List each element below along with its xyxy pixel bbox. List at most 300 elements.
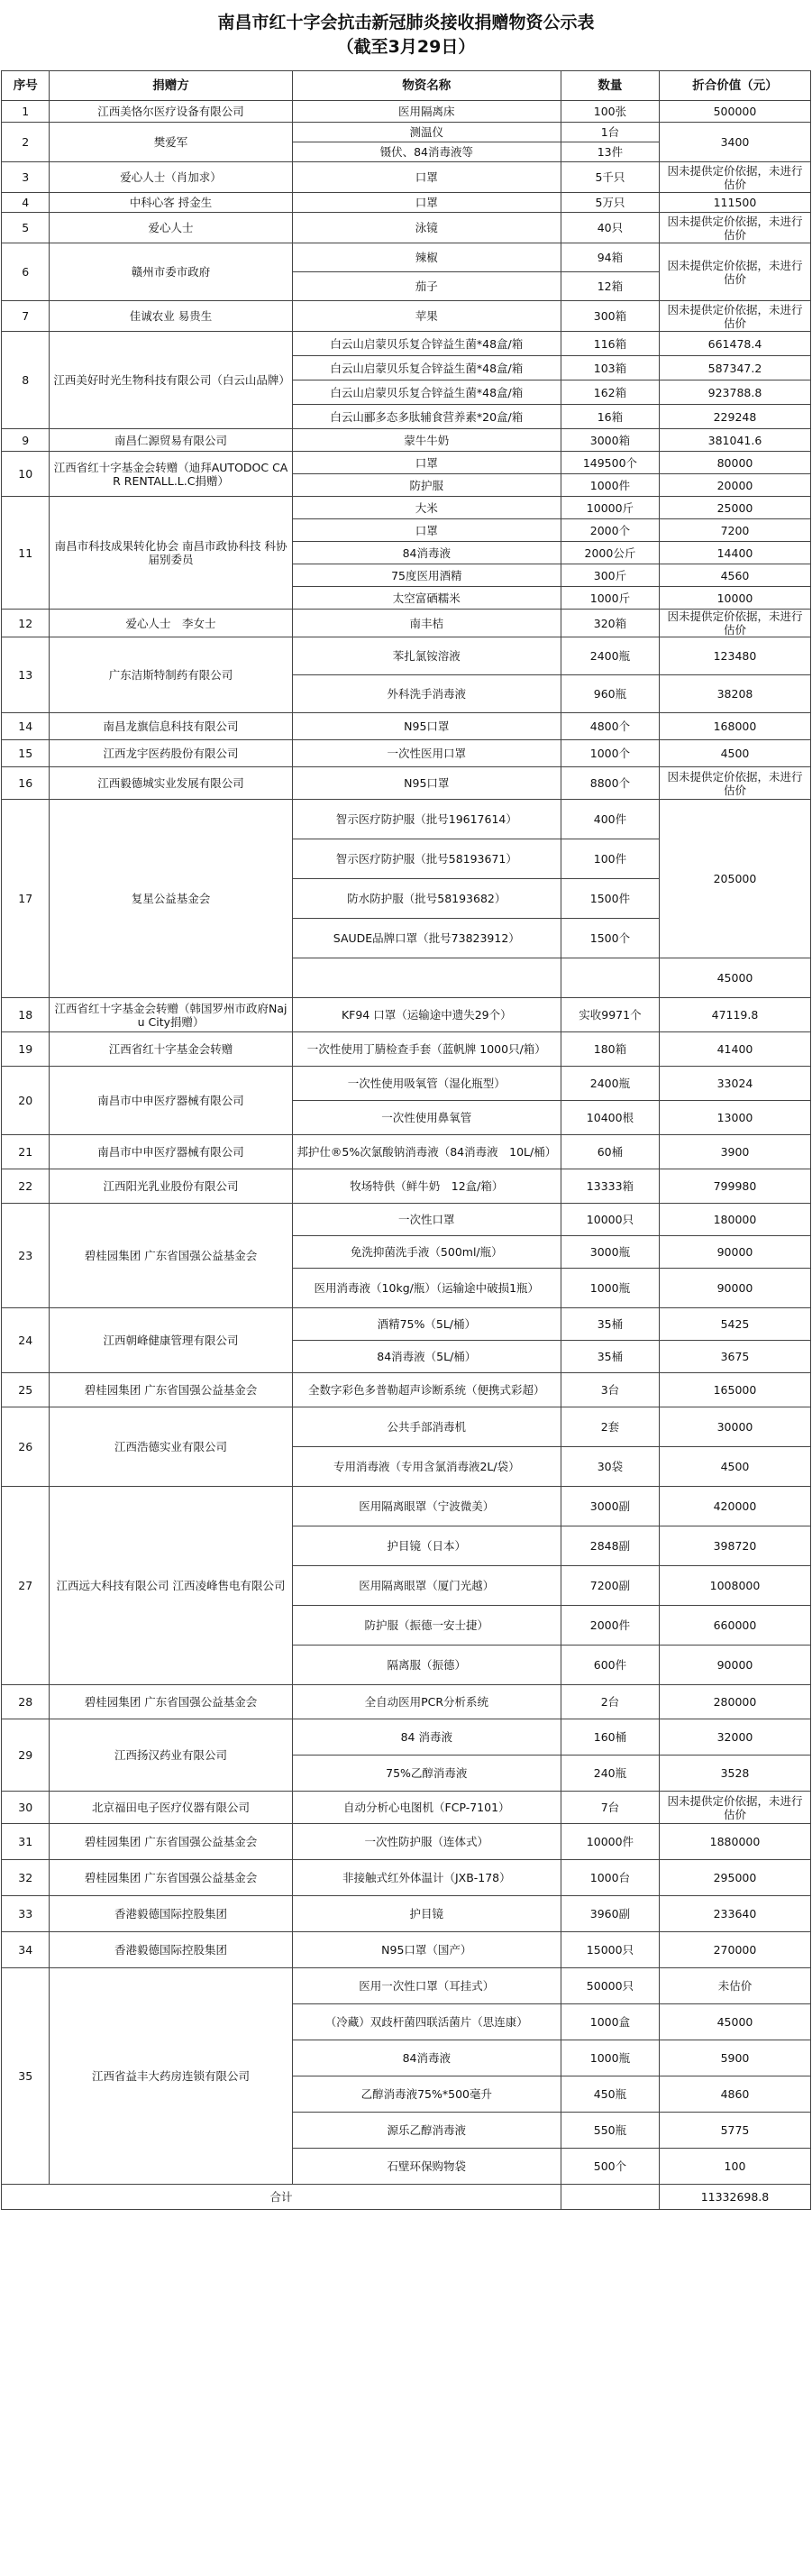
item-quantity: 5万只 (561, 193, 659, 213)
item-quantity (561, 958, 659, 998)
table-row (2, 213, 811, 243)
item-value: 90000 (659, 1646, 810, 1685)
item-value: 45000 (659, 2004, 810, 2040)
table-row (2, 1932, 811, 1968)
item-value: 398720 (659, 1526, 810, 1566)
item-quantity: 2000个 (561, 519, 659, 542)
item-name: 防护服 (292, 474, 561, 497)
table-row (2, 637, 811, 675)
item-quantity: 1000瓶 (561, 2040, 659, 2076)
item-name: 全数字彩色多普勒超声诊断系统（便携式彩超） (292, 1373, 561, 1407)
item-name: 源乐乙醇消毒液 (292, 2113, 561, 2149)
row-number: 6 (2, 243, 50, 301)
table-row (2, 497, 811, 519)
item-quantity: 1500个 (561, 919, 659, 958)
item-name: 测温仪 (292, 123, 561, 142)
item-name: SAUDE品牌口罩（批号73823912） (292, 919, 561, 958)
donor-name: 江西省红十字基金会转赠 (50, 1032, 292, 1067)
table-row (2, 1135, 811, 1169)
item-value: 165000 (659, 1373, 810, 1407)
item-name: 84消毒液 (292, 2040, 561, 2076)
donor-name: 赣州市委市政府 (50, 243, 292, 301)
donation-table (1, 70, 811, 2210)
table-row (2, 1032, 811, 1067)
item-name: 白云山启蒙贝乐复合锌益生菌*48盒/箱 (292, 356, 561, 380)
item-quantity: 4800个 (561, 713, 659, 740)
item-name: 75度医用酒精 (292, 564, 561, 587)
item-value: 660000 (659, 1606, 810, 1646)
item-quantity: 180箱 (561, 1032, 659, 1067)
item-name: 白云山郦多态多肽辅食营养素*20盒/箱 (292, 405, 561, 429)
row-number: 23 (2, 1204, 50, 1308)
item-name: 石壁环保购物袋 (292, 2149, 561, 2185)
item-name: 免洗抑菌洗手液（500ml/瓶） (292, 1236, 561, 1269)
item-name: 自动分析心电图机（FCP-7101） (292, 1792, 561, 1824)
total-row (2, 2185, 811, 2210)
table-row (2, 1067, 811, 1101)
item-quantity: 300箱 (561, 301, 659, 332)
item-value: 3675 (659, 1341, 810, 1373)
title-line-2: （截至3月29日） (336, 37, 476, 57)
item-value: 5775 (659, 2113, 810, 2149)
item-quantity: 2848副 (561, 1526, 659, 1566)
donor-name: 江西美好时光生物科技有限公司（白云山品牌） (50, 332, 292, 429)
item-name: 一次性口罩 (292, 1204, 561, 1236)
table-row (2, 162, 811, 193)
item-quantity: 550瓶 (561, 2113, 659, 2149)
row-number: 28 (2, 1685, 50, 1719)
item-value: 10000 (659, 587, 810, 610)
row-number: 4 (2, 193, 50, 213)
donor-name: 广东洁斯特制药有限公司 (50, 637, 292, 713)
item-name: 防水防护服（批号58193682） (292, 879, 561, 919)
donor-name: 香港毅德国际控股集团 (50, 1932, 292, 1968)
row-number: 12 (2, 610, 50, 637)
item-value: 32000 (659, 1719, 810, 1756)
item-value: 41400 (659, 1032, 810, 1067)
item-quantity: 7台 (561, 1792, 659, 1824)
table-row (2, 452, 811, 474)
table-header-row (2, 71, 811, 101)
header-value: 折合价值（元） (659, 71, 810, 101)
total-value: 11332698.8 (659, 2185, 810, 2210)
row-number: 32 (2, 1860, 50, 1896)
donor-name: 碧桂园集团 广东省国强公益基金会 (50, 1204, 292, 1308)
item-quantity: 960瓶 (561, 675, 659, 713)
item-quantity: 12箱 (561, 272, 659, 301)
row-number: 9 (2, 429, 50, 452)
row-number: 31 (2, 1824, 50, 1860)
item-name: 白云山启蒙贝乐复合锌益生菌*48盒/箱 (292, 380, 561, 405)
item-name: 医用隔离眼罩（厦门光越） (292, 1566, 561, 1606)
table-row (2, 243, 811, 272)
item-name: 医用隔离床 (292, 101, 561, 123)
item-quantity: 100件 (561, 839, 659, 879)
item-name: 大米 (292, 497, 561, 519)
item-quantity: 2台 (561, 1685, 659, 1719)
item-value: 4860 (659, 2076, 810, 2113)
item-name: 外科洗手消毒液 (292, 675, 561, 713)
row-number: 1 (2, 101, 50, 123)
item-quantity: 1000台 (561, 1860, 659, 1896)
item-name: N95口罩 (292, 713, 561, 740)
row-number: 11 (2, 497, 50, 610)
item-quantity: 10000件 (561, 1824, 659, 1860)
item-value: 4500 (659, 1447, 810, 1487)
table-row (2, 1407, 811, 1447)
donor-name: 南昌市科技成果转化协会 南昌市政协科技 科协届别委员 (50, 497, 292, 610)
item-value: 1880000 (659, 1824, 810, 1860)
table-row (2, 1968, 811, 2004)
item-value: 799980 (659, 1169, 810, 1204)
item-name: 一次性医用口罩 (292, 740, 561, 767)
item-value: 661478.4 (659, 332, 810, 356)
row-number: 24 (2, 1308, 50, 1373)
item-quantity: 3000瓶 (561, 1236, 659, 1269)
item-value: 33024 (659, 1067, 810, 1101)
item-quantity: 13件 (561, 142, 659, 162)
item-quantity: 1000件 (561, 474, 659, 497)
item-value: 123480 (659, 637, 810, 675)
donor-name: 南昌市中申医疗器械有限公司 (50, 1067, 292, 1135)
item-name (292, 958, 561, 998)
item-value: 381041.6 (659, 429, 810, 452)
table-row (2, 193, 811, 213)
donor-name: 樊爱军 (50, 123, 292, 162)
item-quantity: 13333箱 (561, 1169, 659, 1204)
donor-name: 碧桂园集团 广东省国强公益基金会 (50, 1373, 292, 1407)
row-number: 21 (2, 1135, 50, 1169)
item-value: 4500 (659, 740, 810, 767)
donor-name: 江西远大科技有限公司 江西凌峰售电有限公司 (50, 1487, 292, 1685)
item-value: 587347.2 (659, 356, 810, 380)
item-value: 47119.8 (659, 998, 810, 1032)
item-quantity: 35桶 (561, 1308, 659, 1341)
table-row (2, 740, 811, 767)
item-quantity: 1000个 (561, 740, 659, 767)
item-name: KF94 口罩（运输途中遗失29个） (292, 998, 561, 1032)
item-quantity: 15000只 (561, 1932, 659, 1968)
item-quantity: 10000只 (561, 1204, 659, 1236)
item-name: 口罩 (292, 452, 561, 474)
item-quantity: 400件 (561, 800, 659, 839)
item-value: 45000 (659, 958, 810, 998)
table-row (2, 610, 811, 637)
row-number: 29 (2, 1719, 50, 1792)
item-name: 口罩 (292, 519, 561, 542)
page-title (0, 0, 812, 70)
donor-name: 南昌龙旗信息科技有限公司 (50, 713, 292, 740)
item-value: 因未提供定价依据，未进行估价 (659, 1792, 810, 1824)
row-number: 30 (2, 1792, 50, 1824)
item-name: 茄子 (292, 272, 561, 301)
item-value: 14400 (659, 542, 810, 564)
table-row (2, 1169, 811, 1204)
item-quantity: 50000只 (561, 1968, 659, 2004)
table-row (2, 1896, 811, 1932)
row-number: 10 (2, 452, 50, 497)
item-quantity: 2000公斤 (561, 542, 659, 564)
total-label: 合计 (2, 2185, 561, 2210)
item-quantity: 16箱 (561, 405, 659, 429)
item-value: 295000 (659, 1860, 810, 1896)
item-name: 防护服（振德一安士捷） (292, 1606, 561, 1646)
table-row (2, 1860, 811, 1896)
row-number: 5 (2, 213, 50, 243)
table-row (2, 332, 811, 356)
donor-name: 碧桂园集团 广东省国强公益基金会 (50, 1860, 292, 1896)
item-name: 隔离服（振德） (292, 1646, 561, 1685)
item-value: 90000 (659, 1269, 810, 1308)
item-value: 未估价 (659, 1968, 810, 2004)
item-value: 4560 (659, 564, 810, 587)
donor-name: 北京福田电子医疗仪器有限公司 (50, 1792, 292, 1824)
item-quantity: 320箱 (561, 610, 659, 637)
item-name: 75%乙醇消毒液 (292, 1756, 561, 1792)
item-name: 苹果 (292, 301, 561, 332)
donor-name: 南昌市中申医疗器械有限公司 (50, 1135, 292, 1169)
item-quantity: 5千只 (561, 162, 659, 193)
item-name: 一次性使用吸氧管（湿化瓶型） (292, 1067, 561, 1101)
table-row (2, 1824, 811, 1860)
item-name: 84消毒液（5L/桶） (292, 1341, 561, 1373)
donor-name: 江西省红十字基金会转赠（迪拜AUTODOC CAR RENTALL.L.C捐赠） (50, 452, 292, 497)
item-name: 一次性使用鼻氧管 (292, 1101, 561, 1135)
item-value: 3900 (659, 1135, 810, 1169)
donor-name: 江西省红十字基金会转赠（韩国罗州市政府Naju City捐赠） (50, 998, 292, 1032)
donor-name: 江西毅德城实业发展有限公司 (50, 767, 292, 800)
item-quantity: 7200副 (561, 1566, 659, 1606)
item-value: 因未提供定价依据，未进行估价 (659, 243, 810, 301)
row-number: 19 (2, 1032, 50, 1067)
row-number: 2 (2, 123, 50, 162)
item-value: 3528 (659, 1756, 810, 1792)
item-name: 辣椒 (292, 243, 561, 272)
table-row (2, 713, 811, 740)
item-value: 205000 (659, 800, 810, 958)
item-value: 20000 (659, 474, 810, 497)
item-quantity: 实收9971个 (561, 998, 659, 1032)
item-value: 1008000 (659, 1566, 810, 1606)
row-number: 3 (2, 162, 50, 193)
donor-name: 江西龙宇医药股份有限公司 (50, 740, 292, 767)
item-value: 因未提供定价依据，未进行估价 (659, 610, 810, 637)
donor-name: 碧桂园集团 广东省国强公益基金会 (50, 1685, 292, 1719)
item-value: 923788.8 (659, 380, 810, 405)
item-quantity: 8800个 (561, 767, 659, 800)
item-quantity: 149500个 (561, 452, 659, 474)
donor-name: 香港毅德国际控股集团 (50, 1896, 292, 1932)
item-quantity: 10000斤 (561, 497, 659, 519)
table-body (2, 101, 811, 2185)
row-number: 22 (2, 1169, 50, 1204)
table-row (2, 800, 811, 839)
row-number: 15 (2, 740, 50, 767)
item-value: 500000 (659, 101, 810, 123)
item-name: 镊伏、84消毒液等 (292, 142, 561, 162)
row-number: 20 (2, 1067, 50, 1135)
table-row (2, 1487, 811, 1526)
item-name: N95口罩（国产） (292, 1932, 561, 1968)
row-number: 8 (2, 332, 50, 429)
row-number: 26 (2, 1407, 50, 1487)
donor-name: 江西浩德实业有限公司 (50, 1407, 292, 1487)
row-number: 17 (2, 800, 50, 998)
item-value: 因未提供定价依据，未进行估价 (659, 301, 810, 332)
item-value: 233640 (659, 1896, 810, 1932)
item-value: 因未提供定价依据，未进行估价 (659, 767, 810, 800)
header-qty: 数量 (561, 71, 659, 101)
item-value: 7200 (659, 519, 810, 542)
item-quantity: 500个 (561, 2149, 659, 2185)
item-quantity: 94箱 (561, 243, 659, 272)
row-number: 27 (2, 1487, 50, 1685)
row-number: 18 (2, 998, 50, 1032)
item-name: 口罩 (292, 193, 561, 213)
item-value: 229248 (659, 405, 810, 429)
item-value: 13000 (659, 1101, 810, 1135)
item-name: （冷藏）双歧杆菌四联活菌片（思连康） (292, 2004, 561, 2040)
item-name: 牧场特供（鲜牛奶 12盒/箱） (292, 1169, 561, 1204)
item-value: 80000 (659, 452, 810, 474)
donor-name: 复星公益基金会 (50, 800, 292, 998)
item-quantity: 10400根 (561, 1101, 659, 1135)
row-number: 34 (2, 1932, 50, 1968)
item-value: 5900 (659, 2040, 810, 2076)
item-name: 乙醇消毒液75%*500毫升 (292, 2076, 561, 2113)
row-number: 7 (2, 301, 50, 332)
table-row (2, 1685, 811, 1719)
donor-name: 南昌仁源贸易有限公司 (50, 429, 292, 452)
item-quantity: 2400瓶 (561, 637, 659, 675)
donor-name: 江西省益丰大药房连锁有限公司 (50, 1968, 292, 2185)
title-line-1: 南昌市红十字会抗击新冠肺炎接收捐赠物资公示表 (217, 13, 595, 32)
donor-name: 江西美恪尔医疗设备有限公司 (50, 101, 292, 123)
item-name: 智示医疗防护服（批号19617614） (292, 800, 561, 839)
row-number: 35 (2, 1968, 50, 2185)
table-row (2, 998, 811, 1032)
item-value: 270000 (659, 1932, 810, 1968)
item-name: 一次性防护服（连体式） (292, 1824, 561, 1860)
donor-name: 中科心客 捋金生 (50, 193, 292, 213)
table-row (2, 1719, 811, 1756)
item-quantity: 3000副 (561, 1487, 659, 1526)
item-name: 一次性使用丁腈检查手套（蓝帆牌 1000只/箱） (292, 1032, 561, 1067)
item-value: 38208 (659, 675, 810, 713)
item-name: 口罩 (292, 162, 561, 193)
row-number: 25 (2, 1373, 50, 1407)
table-row (2, 1308, 811, 1341)
item-name: 84 消毒液 (292, 1719, 561, 1756)
item-name: 苯扎氯铵溶液 (292, 637, 561, 675)
item-quantity: 450瓶 (561, 2076, 659, 2113)
item-value: 180000 (659, 1204, 810, 1236)
item-name: 专用消毒液（专用含氯消毒液2L/袋） (292, 1447, 561, 1487)
table-row (2, 1204, 811, 1236)
item-name: N95口罩 (292, 767, 561, 800)
item-name: 全自动医用PCR分析系统 (292, 1685, 561, 1719)
item-quantity: 103箱 (561, 356, 659, 380)
item-value: 25000 (659, 497, 810, 519)
item-quantity: 300斤 (561, 564, 659, 587)
item-quantity: 2000件 (561, 1606, 659, 1646)
item-name: 泳镜 (292, 213, 561, 243)
item-quantity: 2400瓶 (561, 1067, 659, 1101)
table-row (2, 429, 811, 452)
item-quantity: 35桶 (561, 1341, 659, 1373)
item-value: 因未提供定价依据，未进行估价 (659, 213, 810, 243)
item-value: 3400 (659, 123, 810, 162)
item-quantity: 1500件 (561, 879, 659, 919)
table-row (2, 1792, 811, 1824)
item-name: 公共手部消毒机 (292, 1407, 561, 1447)
item-name: 智示医疗防护服（批号58193671） (292, 839, 561, 879)
item-quantity: 1000斤 (561, 587, 659, 610)
item-name: 医用消毒液（10kg/瓶）（运输途中破损1瓶） (292, 1269, 561, 1308)
donor-name: 佳诚农业 易贵生 (50, 301, 292, 332)
item-quantity: 60桶 (561, 1135, 659, 1169)
item-name: 邦护仕®5%次氯酸钠消毒液（84消毒液 10L/桶） (292, 1135, 561, 1169)
table-row (2, 101, 811, 123)
header-donor: 捐赠方 (50, 71, 292, 101)
donor-name: 江西阳光乳业股份有限公司 (50, 1169, 292, 1204)
item-quantity: 3960副 (561, 1896, 659, 1932)
item-quantity: 40只 (561, 213, 659, 243)
item-quantity: 30袋 (561, 1447, 659, 1487)
item-name: 非接触式红外体温计（JXB-178） (292, 1860, 561, 1896)
donor-name: 江西朝峰健康管理有限公司 (50, 1308, 292, 1373)
item-value: 280000 (659, 1685, 810, 1719)
table-row (2, 1373, 811, 1407)
item-quantity: 100张 (561, 101, 659, 123)
item-name: 蒙牛牛奶 (292, 429, 561, 452)
item-quantity: 2套 (561, 1407, 659, 1447)
donor-name: 碧桂园集团 广东省国强公益基金会 (50, 1824, 292, 1860)
item-name: 南丰桔 (292, 610, 561, 637)
row-number: 14 (2, 713, 50, 740)
item-name: 84消毒液 (292, 542, 561, 564)
donor-name: 爱心人士 李女士 (50, 610, 292, 637)
item-name: 护目镜 (292, 1896, 561, 1932)
item-quantity: 600件 (561, 1646, 659, 1685)
row-number: 33 (2, 1896, 50, 1932)
item-name: 白云山启蒙贝乐复合锌益生菌*48盒/箱 (292, 332, 561, 356)
item-quantity: 116箱 (561, 332, 659, 356)
item-quantity: 3000箱 (561, 429, 659, 452)
item-name: 医用隔离眼罩（宁波微美） (292, 1487, 561, 1526)
item-quantity: 160桶 (561, 1719, 659, 1756)
total-empty (561, 2185, 659, 2210)
item-value: 5425 (659, 1308, 810, 1341)
row-number: 13 (2, 637, 50, 713)
donor-name: 爱心人士（肖加求） (50, 162, 292, 193)
item-value: 90000 (659, 1236, 810, 1269)
table-row (2, 301, 811, 332)
item-quantity: 1台 (561, 123, 659, 142)
item-value: 30000 (659, 1407, 810, 1447)
header-item: 物资名称 (292, 71, 561, 101)
table-row (2, 767, 811, 800)
item-value: 420000 (659, 1487, 810, 1526)
item-quantity: 3台 (561, 1373, 659, 1407)
row-number: 16 (2, 767, 50, 800)
item-quantity: 240瓶 (561, 1756, 659, 1792)
header-no: 序号 (2, 71, 50, 101)
donor-name: 爱心人士 (50, 213, 292, 243)
donor-name: 江西扬汉药业有限公司 (50, 1719, 292, 1792)
item-quantity: 1000盒 (561, 2004, 659, 2040)
item-value: 因未提供定价依据，未进行估价 (659, 162, 810, 193)
